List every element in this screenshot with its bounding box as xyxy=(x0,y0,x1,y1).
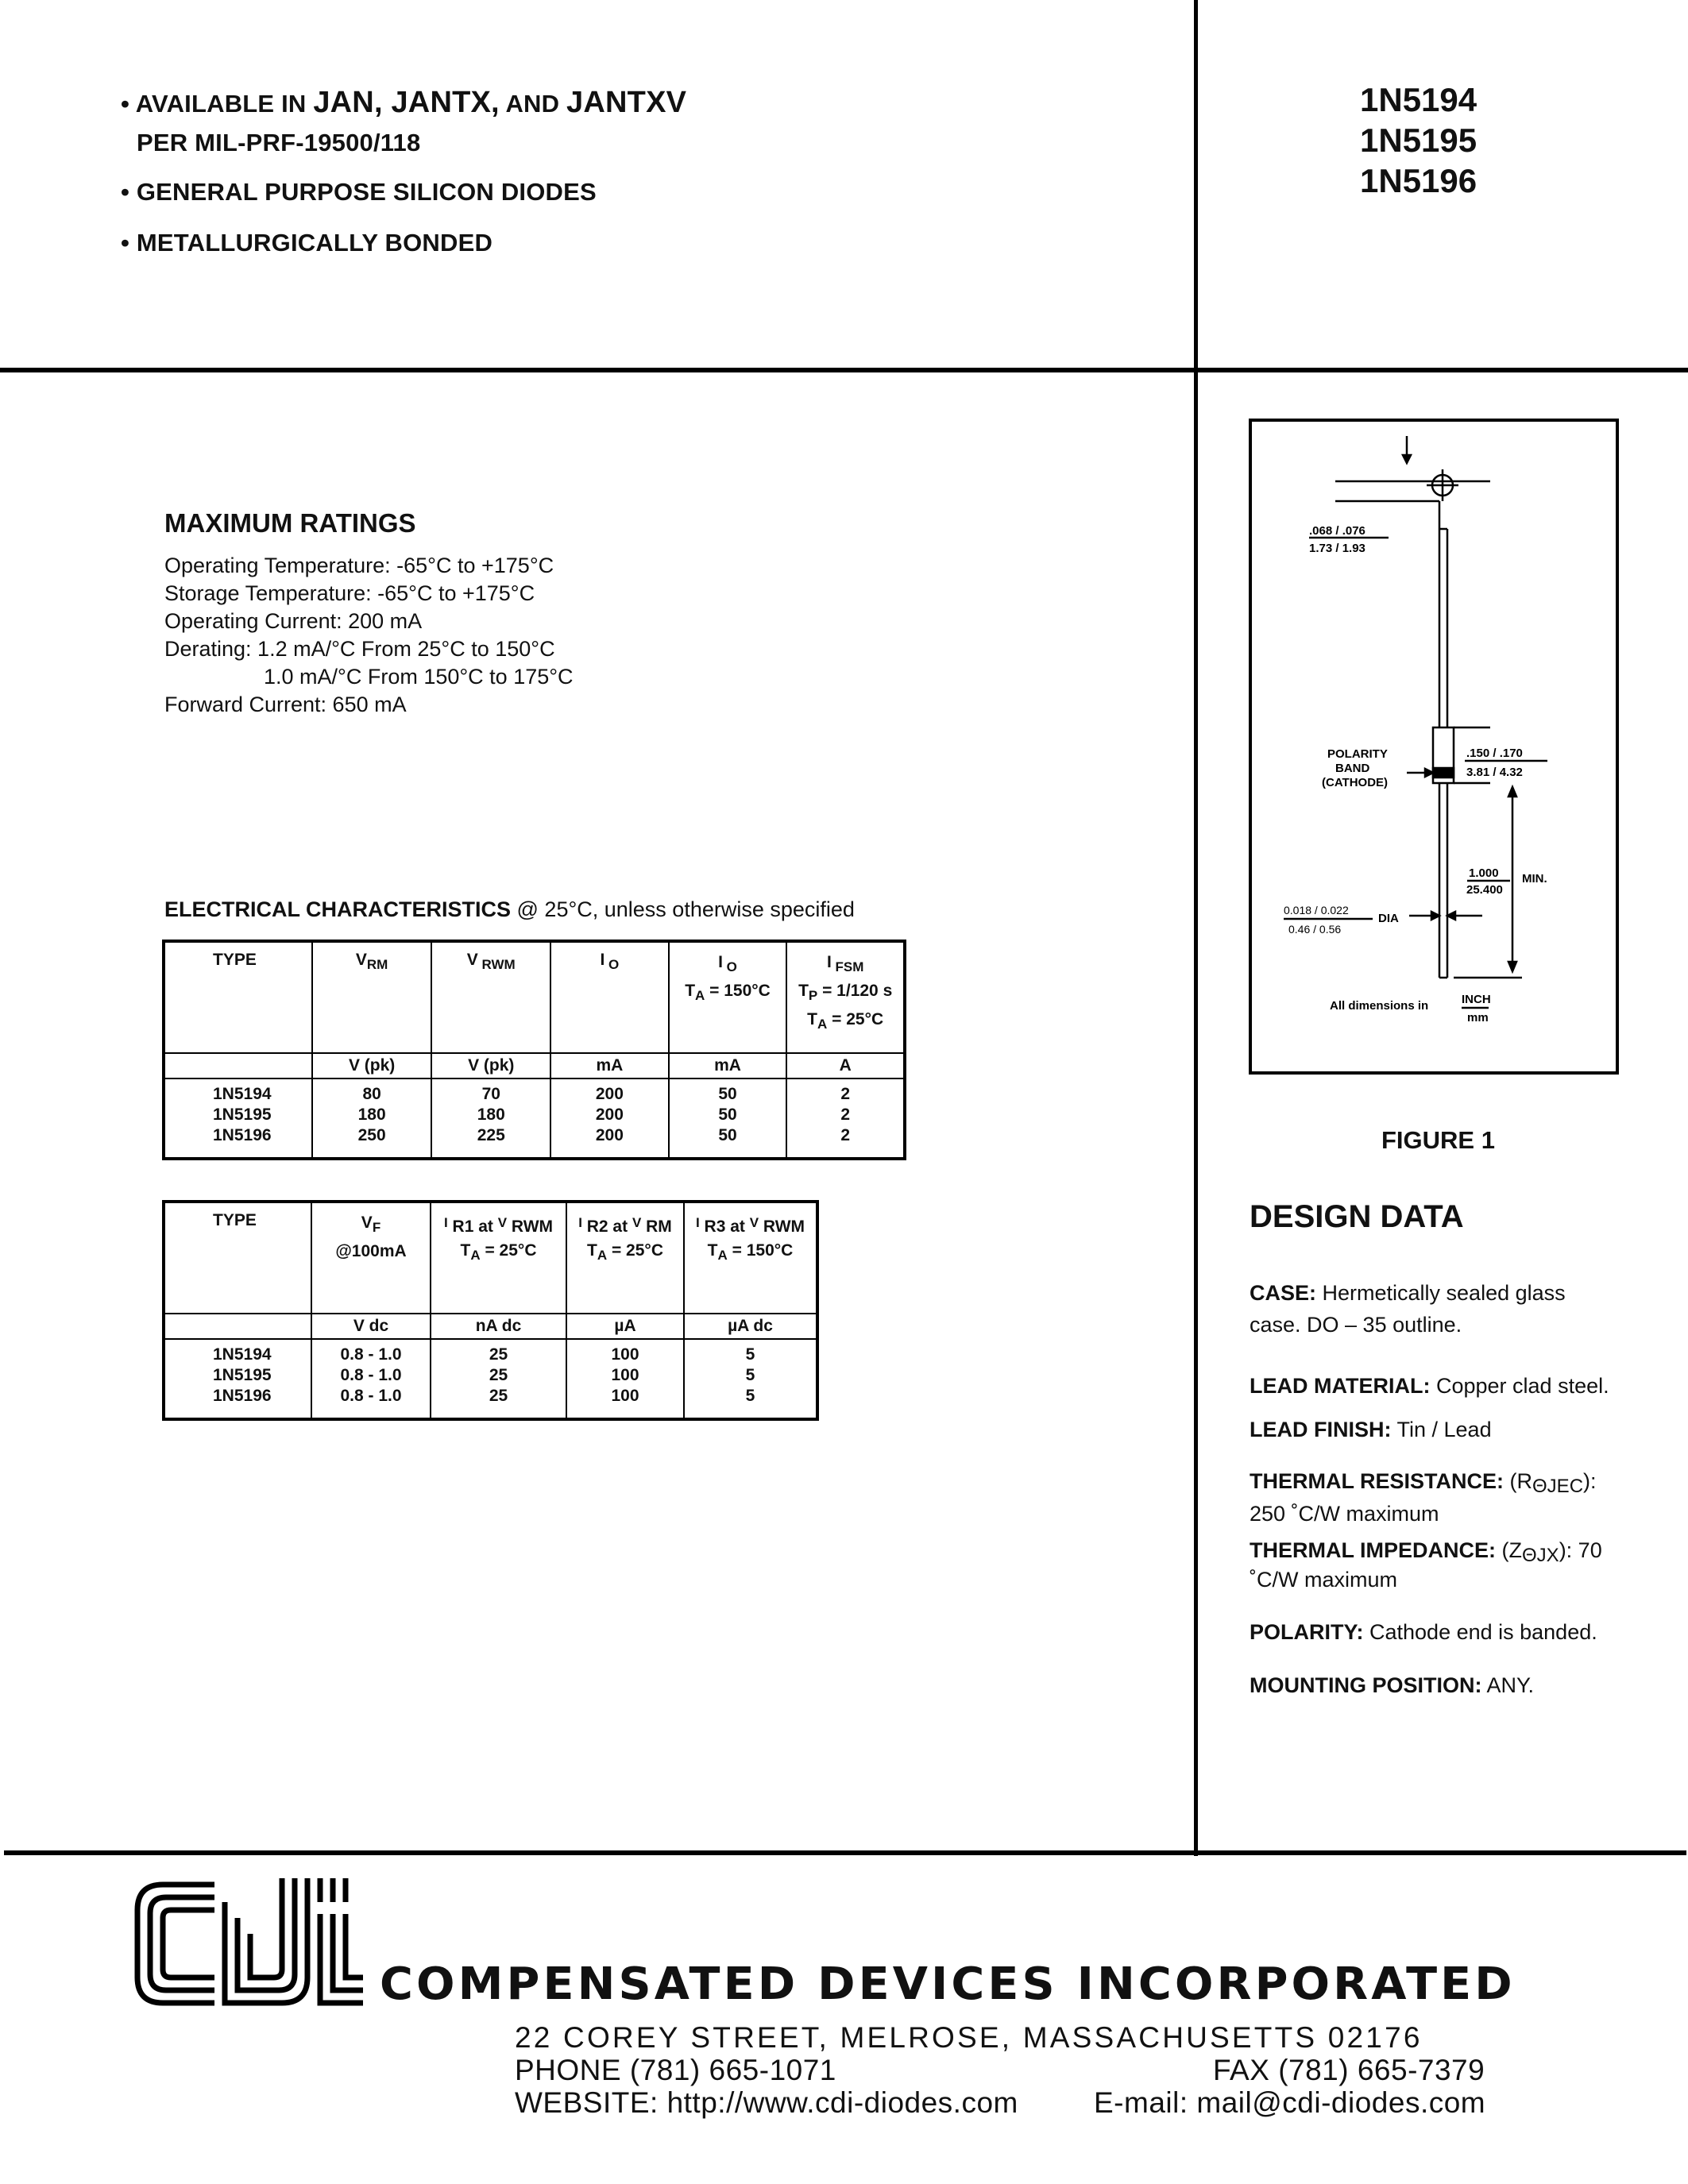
max-rating-item: 1.0 mA/°C From 150°C to 175°C xyxy=(264,665,574,689)
part-number-list xyxy=(1360,79,1477,201)
feature-metallurgical: • METALLURGICALLY BONDED xyxy=(121,229,493,257)
table-row: 1N5195 180 180 200 50 2 xyxy=(164,1105,905,1125)
part-number: 1N5195 xyxy=(1360,122,1477,159)
units-mm: mm xyxy=(1467,1011,1489,1024)
dim-body-bot: 3.81 / 4.32 xyxy=(1466,766,1523,779)
header-bottom-rule xyxy=(0,368,1688,372)
table-row: 1N5194 0.8 - 1.0 25 100 5 xyxy=(164,1339,817,1365)
col-ir3: $^I$ R3 at $^V$ RWM $T_A = 150^\circ C$ xyxy=(684,1202,817,1314)
design-polarity: POLARITY: Cathode end is banded. xyxy=(1250,1620,1597,1644)
dim-arrowhead xyxy=(1403,455,1411,463)
col-vrm: $V_{RM}$ xyxy=(312,941,432,1053)
footer-top-rule xyxy=(4,1850,1686,1855)
dim-arrowhead xyxy=(1425,769,1433,777)
col-type: TYPE xyxy=(164,941,312,1053)
table-units-row: V (pk) V (pk) mA mA A xyxy=(164,1053,905,1078)
max-rating-item: Derating: 1.2 mA/°C From 25°C to 150°C xyxy=(164,637,555,661)
table-header-row xyxy=(164,1202,817,1314)
dim-arrowhead xyxy=(1447,912,1455,920)
polarity-label: BAND xyxy=(1335,762,1370,775)
col-ir1: $^I$ R1 at $^V$ RWM $T_A = 25^\circ C$ xyxy=(431,1202,566,1314)
max-rating-item: Operating Temperature: -65°C to +175°C xyxy=(164,554,554,577)
logo-d-ring xyxy=(238,1878,295,1990)
units-note: All dimensions in xyxy=(1330,999,1429,1013)
dim-length-top: 1.000 xyxy=(1469,866,1499,880)
logo-i-stem xyxy=(346,1914,363,1978)
max-ratings-list xyxy=(164,552,574,719)
header-vertical-rule xyxy=(1194,0,1198,371)
units-inch: INCH xyxy=(1462,993,1491,1006)
company-fax: FAX (781) 665-7379 xyxy=(1213,2054,1485,2086)
cdi-logo xyxy=(131,1870,369,2017)
design-thermal-resistance: THERMAL RESISTANCE: (RΘJEC): 250 ˚C/W maximum xyxy=(1250,1469,1597,1526)
dim-length-bot: 25.400 xyxy=(1466,883,1503,897)
col-type: TYPE xyxy=(164,1202,311,1314)
company-website: WEBSITE: http://www.cdi-diodes.com xyxy=(515,2086,1018,2119)
dim-arrowhead xyxy=(1431,912,1439,920)
design-case: CASE: Hermetically sealed glass case. DO – 35 outline. xyxy=(1250,1281,1566,1337)
ratings-table xyxy=(162,940,906,1160)
dim-lead-top: .068 / .076 xyxy=(1309,524,1365,538)
diode-outline-drawing xyxy=(1252,422,1616,1071)
electrical-title: ELECTRICAL CHARACTERISTICS @ 25°C, unless otherwise specified xyxy=(164,897,855,921)
max-rating-item: Operating Current: 200 mA xyxy=(164,609,423,633)
col-io: I $_O$ xyxy=(550,941,669,1053)
polarity-label: (CATHODE) xyxy=(1322,776,1389,789)
feature-general-purpose: • GENERAL PURPOSE SILICON DIODES xyxy=(121,178,597,206)
company-phone: PHONE (781) 665-1071 xyxy=(515,2054,836,2086)
figure-outline-box xyxy=(1249,419,1619,1075)
dim-dia-label: DIA xyxy=(1378,912,1399,925)
col-vf: $V_F$ @100mA xyxy=(311,1202,431,1314)
dim-dia-top: 0.018 / 0.022 xyxy=(1284,904,1349,916)
company-email: E-mail: mail@cdi-diodes.com xyxy=(1094,2086,1486,2119)
part-number: 1N5196 xyxy=(1360,162,1477,199)
dim-arrowhead xyxy=(1508,962,1516,971)
table-row: 1N5196 250 225 200 50 2 xyxy=(164,1125,905,1159)
design-thermal-impedance: THERMAL IMPEDANCE: (ZΘJX): 70 ˚C/W maximum xyxy=(1250,1538,1602,1592)
table-units-row: V dc nA dc µA µA dc xyxy=(164,1314,817,1339)
design-data-title: DESIGN DATA xyxy=(1250,1199,1464,1234)
dim-length-min: MIN. xyxy=(1522,872,1547,886)
table-row: 1N5195 0.8 - 1.0 25 100 5 xyxy=(164,1365,817,1386)
dim-arrowhead xyxy=(1508,787,1516,797)
figure-caption: FIGURE 1 xyxy=(1381,1126,1495,1154)
dim-dia-bot: 0.46 / 0.56 xyxy=(1288,923,1342,936)
design-mounting: MOUNTING POSITION: ANY. xyxy=(1250,1673,1535,1697)
feature-mil-spec: PER MIL-PRF-19500/118 xyxy=(137,129,421,156)
company-address: 22 COREY STREET, MELROSE, MASSACHUSETTS 02176 xyxy=(515,2021,1423,2054)
col-vrwm: V $_{RWM}$ xyxy=(431,941,550,1053)
dim-lead-bot: 1.73 / 1.93 xyxy=(1309,542,1365,555)
logo-d-ring xyxy=(250,1878,282,1978)
max-ratings-title: MAXIMUM RATINGS xyxy=(164,508,416,538)
feature-availability: • AVAILABLE IN JAN, JANTX, AND JANTXV xyxy=(121,86,687,119)
company-name: COMPENSATED DEVICES INCORPORATED xyxy=(380,1958,1516,2010)
col-ir2: $^I$ R2 at $^V$ RM $T_A = 25^\circ C$ xyxy=(566,1202,684,1314)
part-number: 1N5194 xyxy=(1360,81,1477,118)
design-lead-material: LEAD MATERIAL: Copper clad steel. xyxy=(1250,1374,1609,1398)
max-rating-item: Storage Temperature: -65°C to +175°C xyxy=(164,581,535,605)
table-row: 1N5196 0.8 - 1.0 25 100 5 xyxy=(164,1386,817,1419)
dim-body-top: .150 / .170 xyxy=(1466,747,1523,760)
table-row: 1N5194 80 70 200 50 2 xyxy=(164,1078,905,1105)
col-io-150: I $_O$ $T_A = 150^\circ C$ xyxy=(669,941,787,1053)
design-lead-finish: LEAD FINISH: Tin / Lead xyxy=(1250,1418,1492,1441)
polarity-label: POLARITY xyxy=(1327,747,1388,761)
cathode-band xyxy=(1433,768,1454,778)
body-vertical-rule xyxy=(1194,371,1198,1856)
col-ifsm: I $_{FSM}$ $T_P = 1/120$ s $T_A = 25^\circ C$ xyxy=(786,941,905,1053)
logo-c-ring xyxy=(163,1910,214,1978)
table-header-row xyxy=(164,941,905,1053)
max-rating-item: Forward Current: 650 mA xyxy=(164,693,407,716)
characteristics-table xyxy=(162,1200,819,1421)
